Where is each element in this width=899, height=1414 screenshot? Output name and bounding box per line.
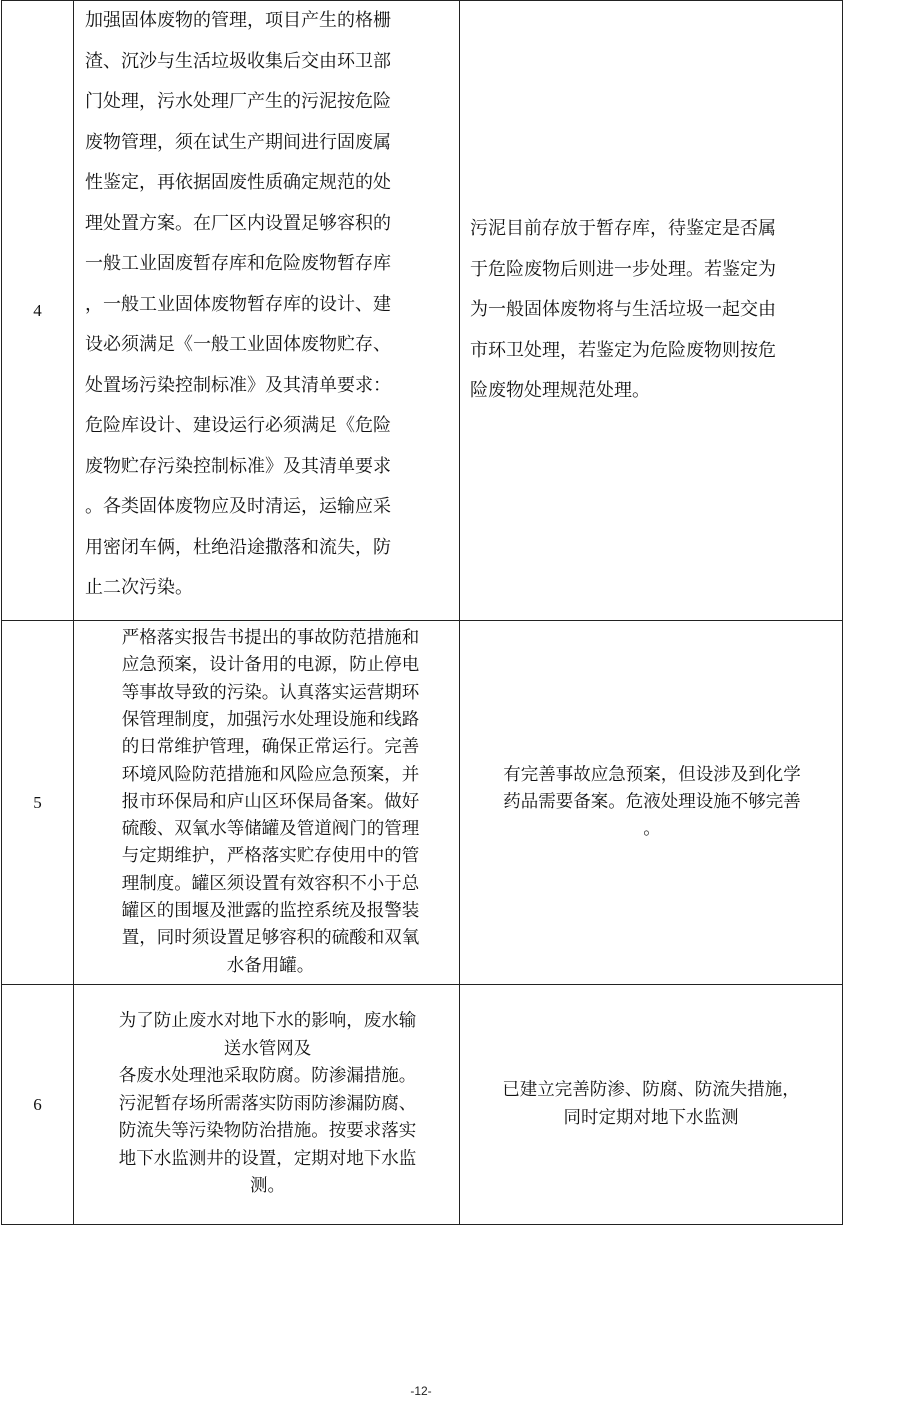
requirement-line: 处置场污染控制标准》及其清单要求： [85, 374, 391, 396]
requirement-line: 废物管理，须在试生产期间进行固废属 [85, 131, 391, 153]
requirement-line: 应急预案，设计备用的电源，防止停电 [121, 655, 420, 676]
requirement-line: 用密闭车俩，杜绝沿途撒落和流失，防 [85, 536, 391, 558]
status-line: 于危险废物后则进一步处理。若鉴定为 [470, 258, 776, 280]
requirement-line: 性鉴定，再依据固废性质确定规范的处 [85, 172, 391, 193]
page-number: -12- [410, 1384, 432, 1398]
requirement-line: 罐区的围堰及泄露的监控系统及报警装 [121, 901, 420, 922]
requirement-line: 危险库设计、建设运行必须满足《危险 [85, 415, 391, 436]
table-row [2, 621, 843, 985]
requirement-cell [74, 621, 460, 985]
status-line: 已建立完善防渗、防腐、防流失措施， [502, 1080, 800, 1100]
requirement-line: 理处置方案。在厂区内设置足够容积的 [85, 212, 391, 234]
requirement-line: 理制度。罐区须设置有效容积不小于总 [121, 873, 420, 894]
requirement-line: 与定期维护，严格落实贮存使用中的管 [121, 846, 420, 867]
requirement-line: 一般工业固废暂存库和危险废物暂存库 [85, 253, 391, 274]
row-number: 6 [2, 985, 74, 1225]
status-cell [460, 1, 843, 621]
requirement-line: 的日常维护管理，确保正常运行。完善 [121, 737, 420, 758]
requirement-line: 设必须满足《一般工业固体废物贮存、 [85, 334, 391, 355]
requirement-line: 送水管网及 [223, 1038, 312, 1059]
requirement-line: 废物贮存污染控制标准》及其清单要求 [85, 455, 391, 477]
requirement-line: ，一般工业固体废物暂存库的设计、建 [85, 293, 391, 315]
row-number: 4 [2, 1, 74, 621]
requirement-line: 报市环保局和庐山区环保局备案。做好 [121, 791, 420, 812]
requirement-line: 止二次污染。 [85, 577, 193, 598]
requirement-line: 渣、沉沙与生活垃圾收集后交由环卫部 [85, 50, 391, 72]
requirement-line: 门处理，污水处理厂产生的污泥按危险 [85, 91, 391, 112]
status-line: 污泥目前存放于暂存库，待鉴定是否属 [470, 218, 776, 240]
requirement-line: 地下水监测井的设置，定期对地下水监 [118, 1148, 417, 1169]
requirement-line: 为了防止废水对地下水的影响，废水输 [118, 1011, 417, 1032]
requirement-cell [74, 1, 460, 621]
requirement-line: 防流失等污染物防治措施。按要求落实 [118, 1121, 417, 1142]
status-line: 同时定期对地下水监测 [563, 1107, 739, 1128]
table-row [2, 1, 843, 621]
status-line: 市环卫处理，若鉴定为危险废物则按危 [470, 339, 776, 361]
requirement-line: 严格落实报告书提出的事故防范措施和 [121, 628, 420, 649]
requirement-line: 测。 [250, 1176, 285, 1197]
requirement-line: 等事故导致的污染。认真落实运营期环 [121, 682, 420, 703]
status-cell [460, 621, 843, 985]
status-line: 有完善事故应急预案，但设涉及到化学 [503, 764, 801, 785]
requirement-line: 水备用罐。 [226, 955, 315, 976]
requirement-line: 污泥暂存场所需落实防雨防渗漏防腐、 [118, 1093, 417, 1114]
status-line: 险废物处理规范处理。 [470, 380, 650, 402]
row-number: 5 [2, 621, 74, 985]
requirement-line: 加强固体废物的管理，项目产生的格栅 [85, 10, 391, 31]
status-line: 为一般固体废物将与生活垃圾一起交由 [470, 299, 776, 321]
measures-table [1, 0, 843, 1225]
status-line: 药品需要备案。危液处理设施不够完善 [503, 791, 801, 812]
requirement-line: 。各类固体废物应及时清运，运输应采 [85, 496, 391, 517]
requirement-line: 硫酸、双氧水等储罐及管道阀门的管理 [121, 819, 420, 840]
status-line: 。 [643, 819, 661, 840]
requirement-line: 保管理制度，加强污水处理设施和线路 [121, 709, 420, 730]
requirement-line: 置，同时须设置足够容积的硫酸和双氧 [121, 928, 420, 949]
table-row [2, 985, 843, 1225]
status-cell [460, 985, 843, 1225]
requirement-line: 各废水处理池采取防腐。防渗漏措施。 [118, 1066, 417, 1087]
requirement-line: 环境风险防范措施和风险应急预案，并 [121, 764, 420, 785]
requirement-cell [74, 985, 460, 1225]
